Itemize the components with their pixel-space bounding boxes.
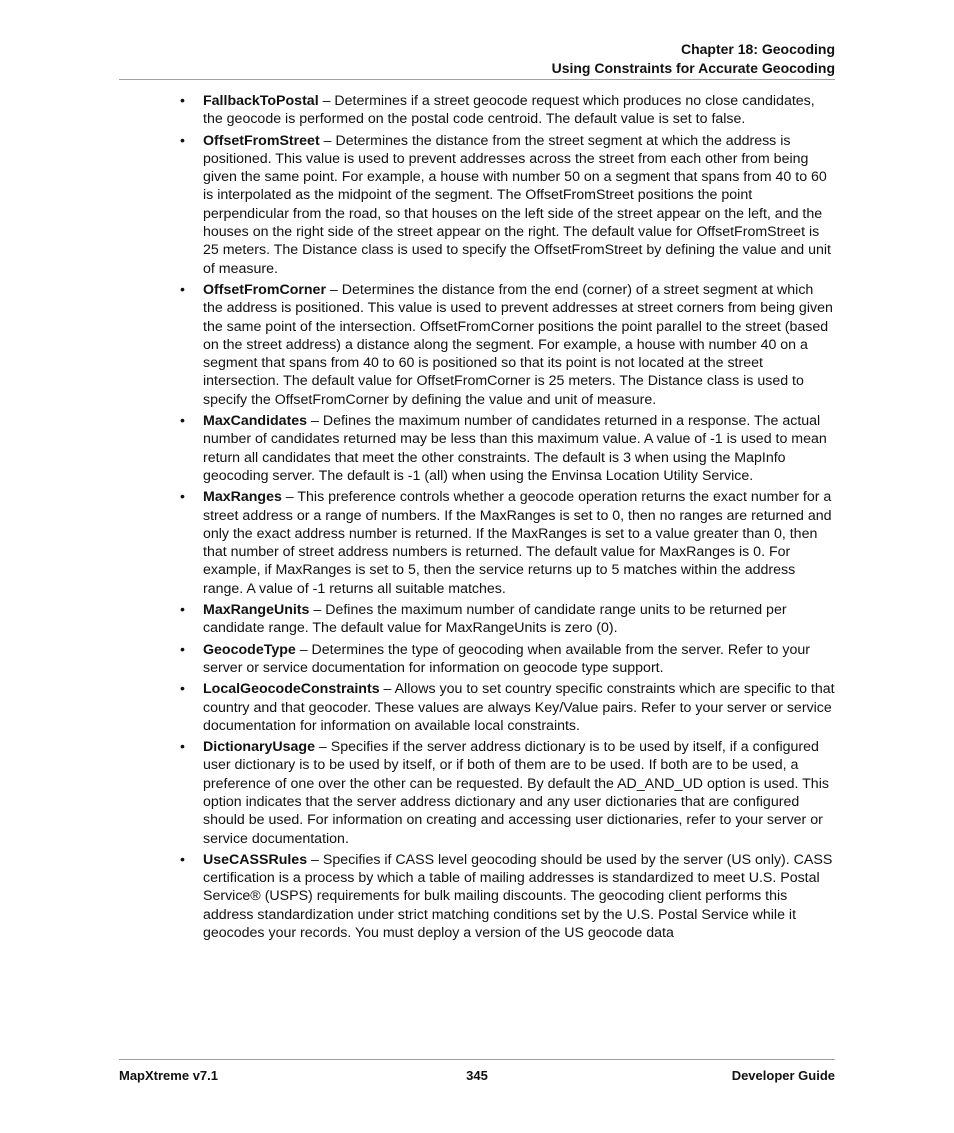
- bullet-marker: •: [180, 602, 185, 619]
- list-item: [180, 601, 835, 638]
- bullet-marker: •: [180, 281, 185, 298]
- item-description: – Determines the distance from the street segment at which the address is positioned. This value is used to prevent addresses across the street from each other from being given the same point. For example, a house with number 50 on a segment that spans from 40 to 60 is interpolated as the midpoint of the segment. The OffsetFromStreet positions the point perpendicular from the road, so that houses on the left side of the street appear on the left, and the houses on the right side of the street appear on the right. The default value for OffsetFromStreet is 25 meters. The Distance class is used to specify the OffsetFromStreet by defining the value and unit of measure.: [203, 132, 831, 277]
- footer-product: MapXtreme v7.1: [119, 1068, 218, 1083]
- item-description: – Determines the distance from the end (corner) of a street segment at which the address is positioned. This value is used to prevent addresses at street corners from being given the same point of the intersection. OffsetFromCorner positions the point parallel to the street (based on the street address) a distance along the segment. For example, a house with number 40 on a segment that spans from 40 to 60 is positioned so that its point is not located at the street intersection. The default value for OffsetFromCorner is 25 meters. The Distance class is used to specify the OffsetFromCorner by defining the value and unit of measure.: [203, 281, 833, 408]
- bullet-marker: •: [180, 641, 185, 658]
- item-description: – Specifies if CASS level geocoding should be used by the server (US only). CASS certification is a process by which a table of mailing addresses is standardized to meet U.S. Postal Service® (USPS) requirements for bulk mailing discounts. The geocoding client performs this address standardization under strict matching conditions set by the U.S. Postal Service while it geocodes your records. You must deploy a version of the US geocode data: [203, 851, 833, 942]
- item-term: MaxRangeUnits: [203, 602, 310, 619]
- list-item: [180, 488, 835, 598]
- list-item: [180, 680, 835, 735]
- list-item: [180, 738, 835, 848]
- item-term: DictionaryUsage: [203, 739, 315, 756]
- item-term: MaxRanges: [203, 489, 282, 506]
- item-description: – This preference controls whether a geocode operation returns the exact number for a street address or a range of numbers. If the MaxRanges is set to 0, then no ranges are returned and only the exact address number is returned. If the MaxRanges is set to a value greater than 0, then that number of street address numbers is returned. The default value for MaxRanges is 0. For example, if MaxRanges is set to 5, then the service returns up to 5 matches within the address range. A value of -1 returns all suitable matches.: [203, 489, 832, 597]
- header-rule: [119, 79, 835, 80]
- list-item: [180, 132, 835, 278]
- bullet-marker: •: [180, 93, 185, 109]
- item-term: LocalGeocodeConstraints: [203, 681, 380, 698]
- section-title: Using Constraints for Accurate Geocoding: [551, 60, 835, 76]
- list-item: [180, 281, 835, 409]
- list-item: [180, 92, 835, 129]
- footer-rule: [119, 1059, 835, 1060]
- item-term: FallbackToPostal: [203, 93, 319, 109]
- bullet-marker: •: [180, 413, 185, 430]
- bullet-marker: •: [180, 851, 185, 868]
- item-term: OffsetFromStreet: [203, 132, 320, 149]
- item-term: GeocodeType: [203, 641, 296, 658]
- bullet-marker: •: [180, 132, 185, 149]
- footer-guide: Developer Guide: [731, 1068, 835, 1083]
- item-description: – Allows you to set country specific constraints which are specific to that country and that geocoder. These values are always Key/Value pairs. Refer to your server or service documentation for information on available local constraints.: [203, 681, 835, 734]
- footer-page-number: 345: [466, 1068, 488, 1083]
- item-description: – Determines the type of geocoding when available from the server. Refer to your server or service documentation for information on geocode type support.: [203, 641, 810, 676]
- bullet-list: [180, 92, 835, 945]
- page-header: [119, 40, 835, 78]
- bullet-marker: •: [180, 739, 185, 756]
- item-term: MaxCandidates: [203, 413, 308, 430]
- list-item: [180, 851, 835, 942]
- item-description: – Determines if a street geocode request which produces no close candidates, the geocode is performed on the postal code centroid. The default value is set to false.: [203, 93, 815, 128]
- item-description: – Defines the maximum number of candidate range units to be returned per candidate range. The default value for MaxRangeUnits is zero (0).: [203, 602, 787, 637]
- bullet-marker: •: [180, 489, 185, 506]
- item-term: OffsetFromCorner: [203, 281, 326, 298]
- list-item: [180, 641, 835, 678]
- list-item: [180, 412, 835, 485]
- chapter-title: Chapter 18: Geocoding: [680, 41, 835, 57]
- item-description: – Defines the maximum number of candidates returned in a response. The actual number of candidates returned may be less than this maximum value. A value of -1 is used to mean return all candidates that meet the other constraints. The default is 3 when using the MapInfo geocoding server. The default is -1 (all) when using the Envinsa Location Utility Service.: [203, 413, 827, 484]
- bullet-marker: •: [180, 681, 185, 698]
- item-term: UseCASSRules: [203, 851, 308, 868]
- item-description: – Specifies if the server address dictionary is to be used by itself, if a configured user dictionary is to be used by itself, or if both of them are to be used. If both are to be used, a preference of one over the other can be requested. By default the AD_AND_UD option is used. This option indicates that the server address dictionary and any user dictionaries that are configured should be used. For information on creating and accessing user dictionaries, refer to your server or service documentation.: [203, 739, 829, 847]
